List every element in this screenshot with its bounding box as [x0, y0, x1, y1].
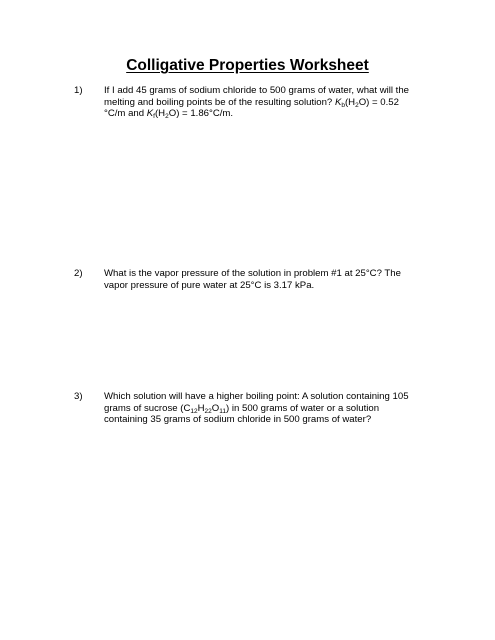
question-fragment: (H — [154, 108, 166, 119]
question-line: If I add 45 grams of sodium chloride to 500 grams of water, what will the — [104, 85, 410, 96]
question-line — [104, 108, 434, 120]
question-fragment: H — [197, 402, 205, 414]
question-text — [104, 391, 434, 426]
o-subscript: 11 — [219, 407, 226, 415]
question-line: containing 35 grams of sodium chloride in 500 grams of water? — [104, 414, 372, 425]
h-subscript: 22 — [204, 407, 212, 415]
kb-subscript: b — [341, 101, 345, 109]
question-number: 3) — [74, 391, 83, 402]
question-fragment: grams of sucrose (C — [104, 402, 191, 414]
kf-subscript: f — [153, 113, 155, 120]
question-line — [104, 97, 434, 109]
question-fragment: O) = 1.86°C/m. — [168, 108, 234, 119]
question-number: 1) — [74, 85, 83, 96]
question-fragment: melting and boiling points be of the resulting solution? — [104, 96, 335, 108]
question-line: What is the vapor pressure of the solution in problem #1 at 25°C? The — [104, 268, 401, 279]
question-line — [104, 403, 434, 415]
question-line: vapor pressure of pure water at 25°C is 3.17 kPa. — [104, 279, 315, 291]
c-subscript: 12 — [190, 407, 198, 415]
kf-symbol: K — [146, 108, 154, 119]
question-fragment: O — [211, 402, 220, 414]
kb-symbol: K — [334, 96, 342, 108]
question-fragment: ) in 500 grams of water or a solution — [226, 402, 380, 414]
question-line: Which solution will have a higher boiling point: A solution containing 105 — [104, 391, 409, 402]
worksheet-title: Colligative Properties Worksheet — [126, 57, 369, 74]
h2-subscript: 2 — [355, 101, 359, 109]
question-fragment: °C/m and — [104, 108, 147, 119]
h2-subscript: 2 — [165, 113, 169, 120]
question-fragment: O) = 0.52 — [358, 96, 399, 108]
question-number: 2) — [74, 268, 83, 279]
question-fragment: (H — [344, 96, 356, 108]
question-text — [104, 85, 434, 120]
question-text — [104, 268, 434, 291]
